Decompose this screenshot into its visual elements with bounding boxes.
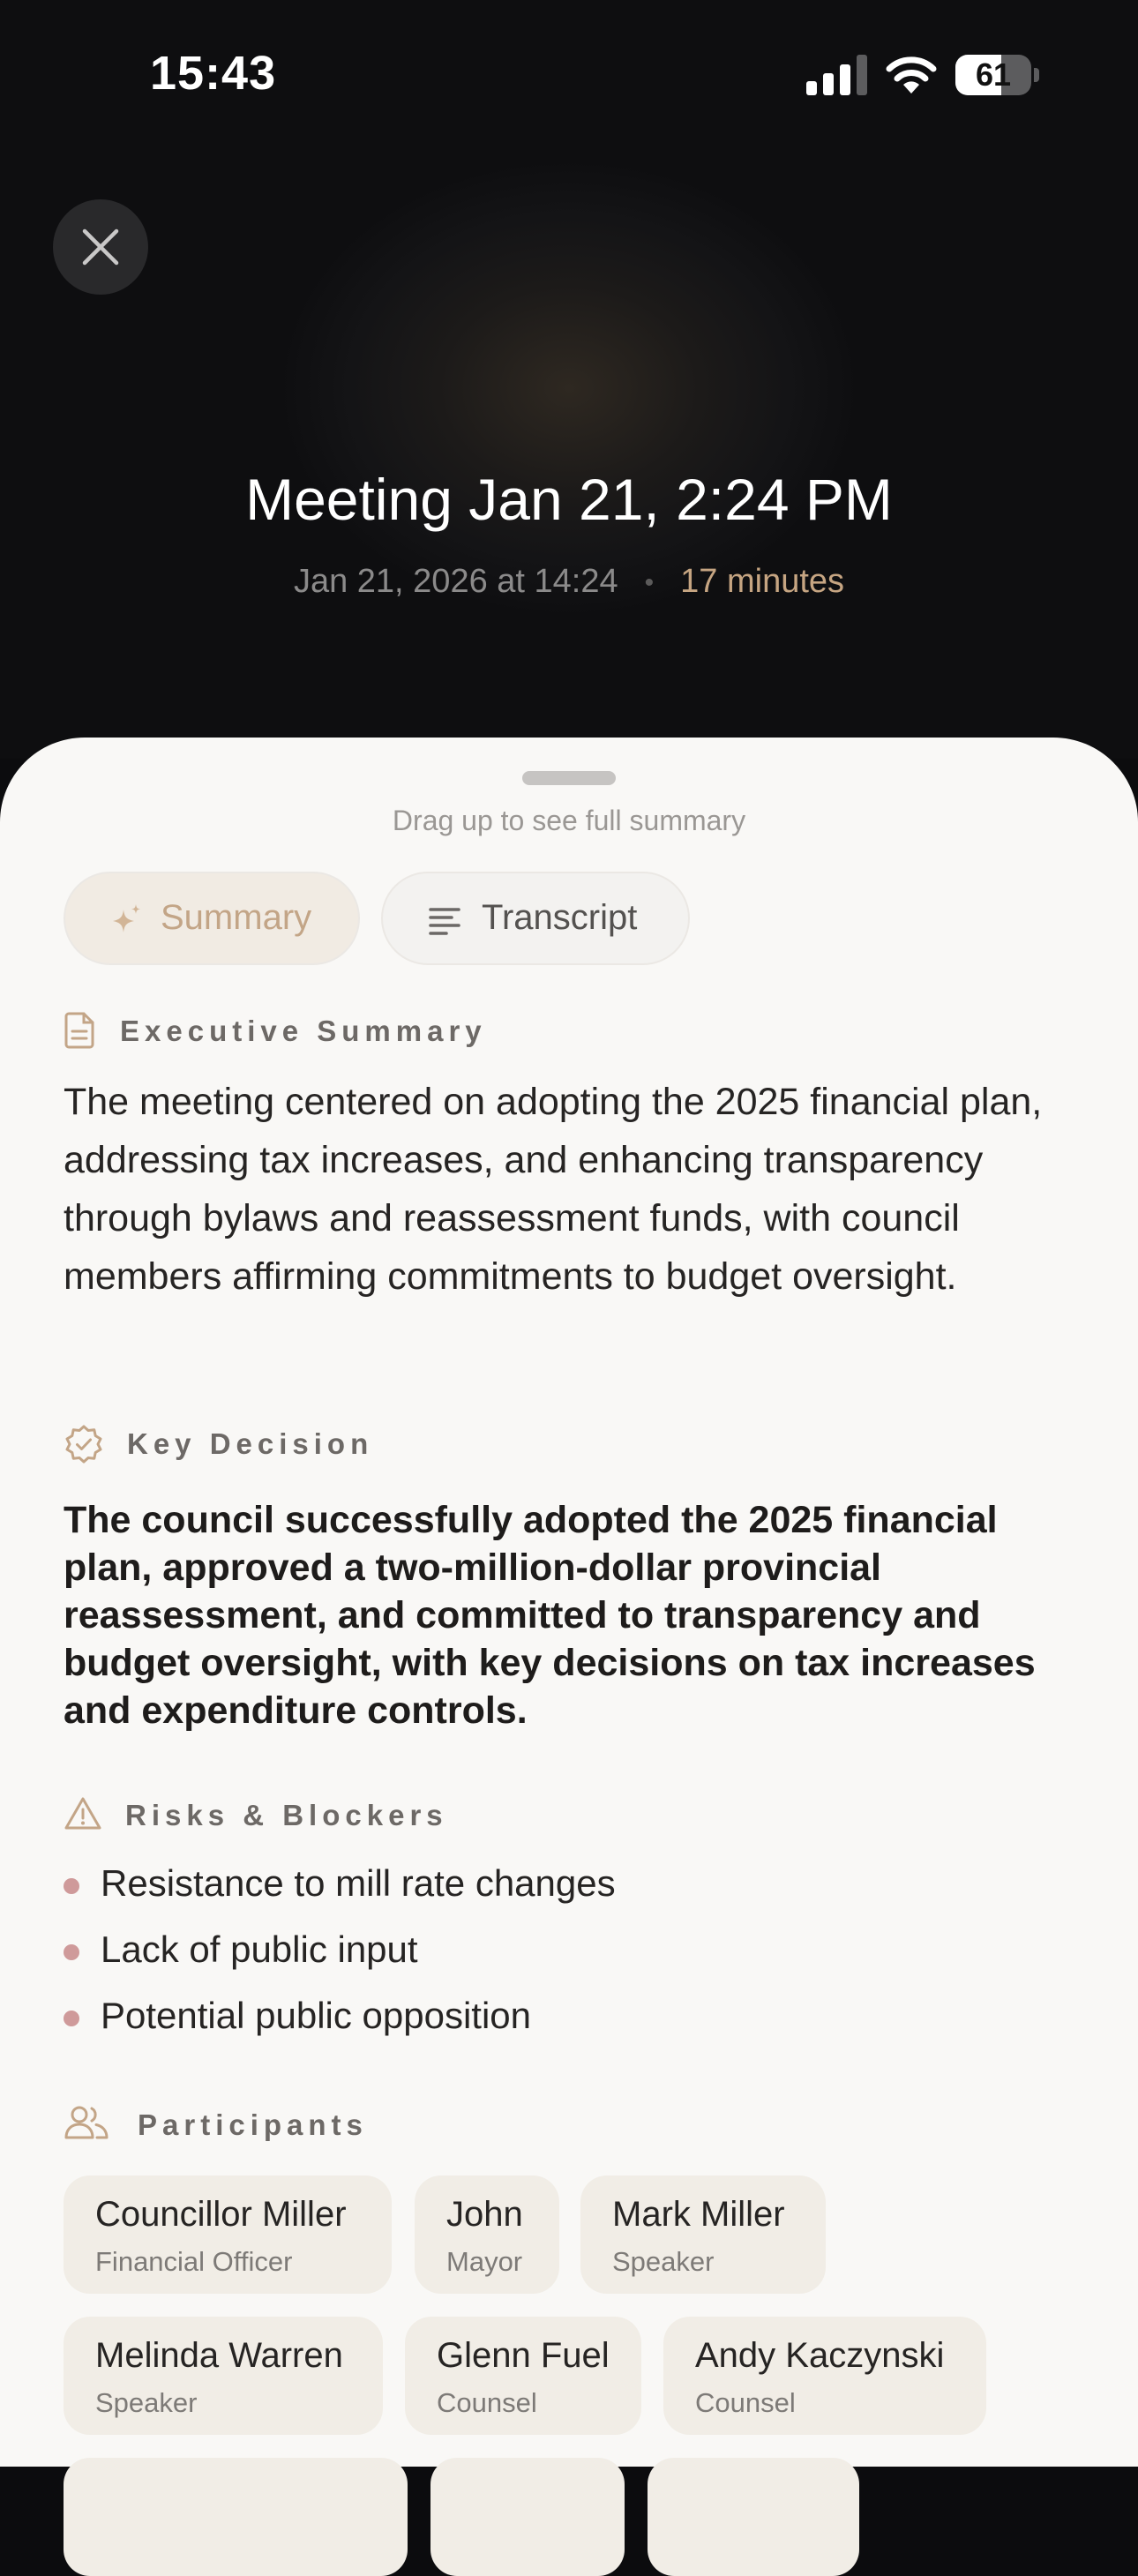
status-time: 15:43 — [150, 47, 277, 100]
participant-name: John — [446, 2195, 523, 2234]
section-label: Risks & Blockers — [125, 1799, 448, 1831]
summary-sheet[interactable] — [0, 738, 1138, 2467]
drag-hint: Drag up to see full summary — [392, 805, 746, 836]
participant-chip-partial[interactable] — [430, 2458, 625, 2576]
text-lines-icon — [427, 902, 462, 938]
participant-chip[interactable] — [663, 2317, 986, 2435]
participant-role: Financial Officer — [95, 2246, 293, 2277]
bullet-dot — [64, 1878, 79, 1894]
status-bar — [0, 0, 1138, 150]
sparkle-icon — [109, 902, 145, 938]
risk-text: Lack of public input — [101, 1928, 418, 1970]
tab-transcript-label: Transcript — [482, 898, 638, 937]
list-item — [64, 1989, 1087, 2056]
participant-chip[interactable] — [405, 2317, 641, 2435]
participant-role: Mayor — [446, 2246, 523, 2277]
participant-chip-partial[interactable] — [64, 2458, 408, 2576]
section-label: Key Decision — [127, 1427, 374, 1460]
section-label: Participants — [138, 2108, 368, 2141]
meeting-header — [0, 0, 1138, 759]
meeting-title: Meeting Jan 21, 2:24 PM — [245, 467, 893, 532]
tab-summary[interactable] — [64, 872, 360, 965]
warning-icon — [64, 1795, 102, 1832]
document-icon — [64, 1011, 97, 1050]
list-item — [64, 1857, 1087, 1923]
participant-name: Melinda Warren — [95, 2336, 343, 2375]
participant-chip[interactable] — [64, 2175, 392, 2294]
battery-icon — [955, 55, 1040, 95]
tab-transcript[interactable] — [381, 872, 690, 965]
meeting-meta — [0, 563, 1138, 601]
risk-text: Potential public opposition — [101, 1995, 532, 2036]
participant-name: Mark Miller — [612, 2195, 785, 2234]
wifi-icon — [885, 53, 938, 95]
participant-role: Counsel — [695, 2387, 796, 2418]
meeting-date: Jan 21, 2026 at 14:24 — [293, 563, 618, 600]
participant-role: Speaker — [95, 2387, 198, 2418]
participant-name: Andy Kaczynski — [695, 2336, 945, 2375]
participant-role: Speaker — [612, 2246, 715, 2277]
cellular-signal-icon — [806, 55, 868, 95]
participant-chip-partial[interactable] — [648, 2458, 859, 2576]
tab-summary-label: Summary — [161, 898, 312, 937]
list-item — [64, 1923, 1087, 1989]
meeting-duration: 17 minutes — [680, 563, 845, 600]
risk-text: Resistance to mill rate changes — [101, 1862, 616, 1904]
close-icon — [81, 228, 120, 266]
separator-dot: • — [644, 567, 655, 597]
executive-summary-text: The meeting centered on adopting the 2025 financial plan, addressing tax increases, and enhancing transparency through bylaws and reassessment funds, with council members affirming commitments to budget oversight. — [64, 1081, 1043, 1298]
battery-percentage: 61 — [975, 56, 1012, 93]
close-button[interactable] — [53, 199, 148, 295]
participant-name: Councillor Miller — [95, 2195, 347, 2234]
participant-name: Glenn Fuel — [437, 2336, 610, 2375]
bullet-dot — [64, 2011, 79, 2026]
sheet-grabber[interactable] — [522, 771, 616, 785]
bullet-dot — [64, 1944, 79, 1960]
participant-role: Counsel — [437, 2387, 537, 2418]
check-badge-icon — [64, 1424, 104, 1464]
participant-chip[interactable] — [415, 2175, 559, 2294]
risks-list — [64, 1857, 1087, 2056]
key-decision-text: The council successfully adopted the 2025 financial plan, approved a two-million-dollar provincial reassessment, and committed to transparency and budget oversight, with key decisions on tax increases and expenditure controls. — [64, 1499, 1036, 1732]
section-label: Executive Summary — [120, 1015, 487, 1047]
participant-chip[interactable] — [64, 2317, 383, 2435]
people-icon — [64, 2105, 109, 2140]
participant-chip[interactable] — [580, 2175, 826, 2294]
